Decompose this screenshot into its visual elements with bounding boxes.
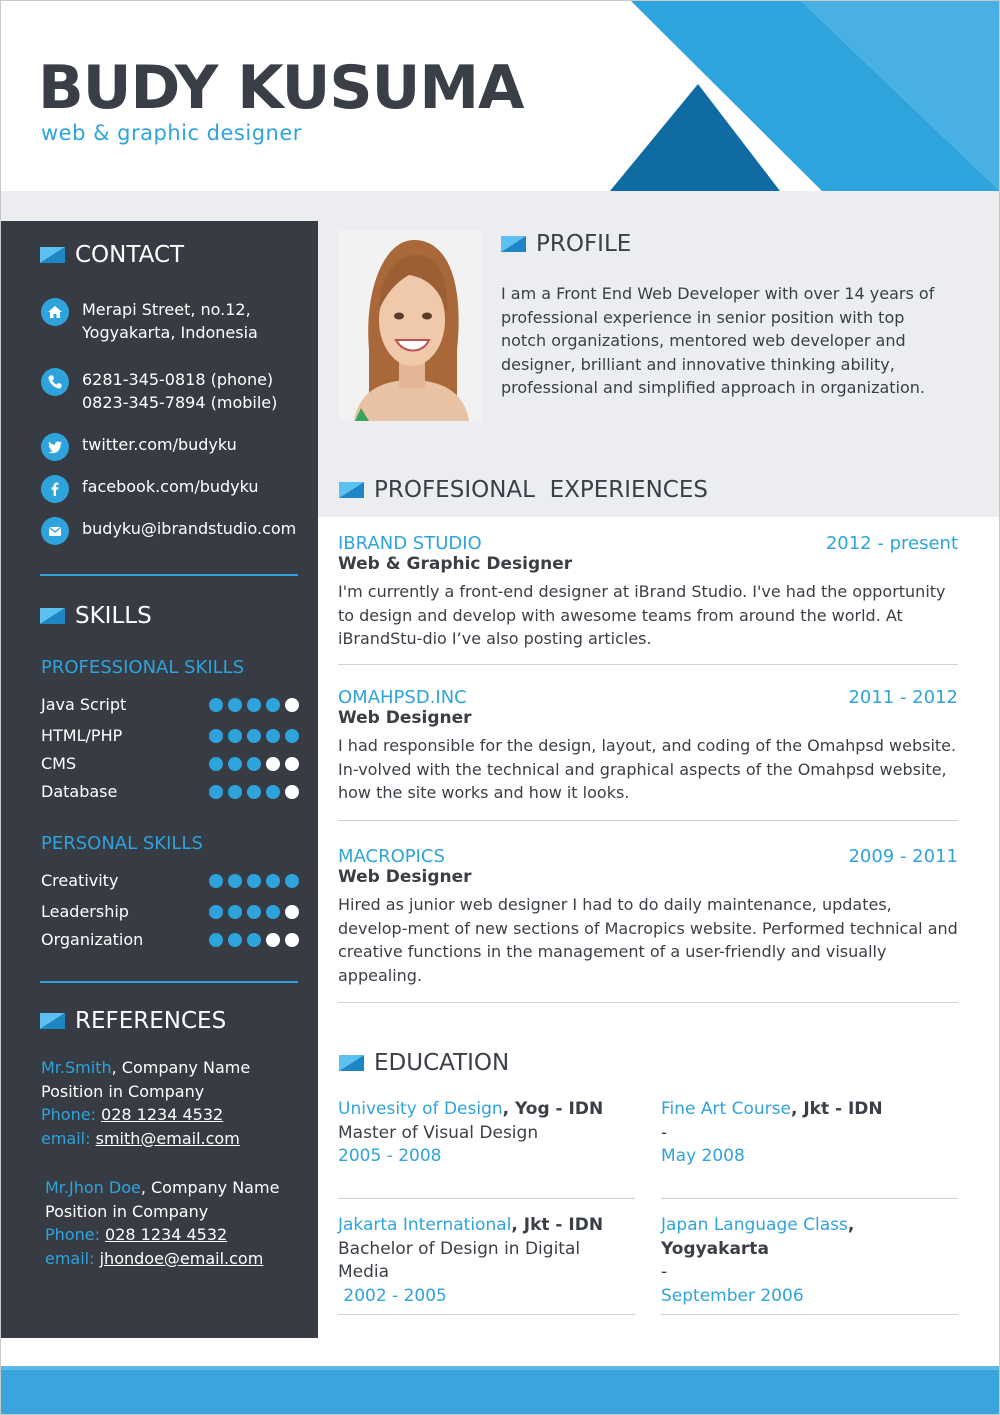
profile-heading	[501, 231, 631, 257]
experience-divider	[338, 664, 958, 665]
rating-dot-filled	[247, 933, 261, 947]
phone-label: Phone:	[45, 1225, 100, 1244]
rating-dot-filled	[266, 905, 280, 919]
footer-bar-highlight	[0, 1366, 1000, 1370]
education-school: Fine Art Course	[661, 1099, 791, 1119]
sidebar-divider	[40, 981, 298, 983]
person-name: BUDY KUSUMA	[38, 53, 524, 123]
skill-name: Java Script	[41, 695, 127, 714]
email-label: email:	[45, 1248, 95, 1268]
education-item	[338, 1214, 618, 1308]
sidebar	[0, 221, 318, 1338]
skill-row	[41, 782, 299, 801]
education-degree: -	[661, 1262, 668, 1282]
rating-dot-empty	[285, 785, 299, 799]
skill-name: HTML/PHP	[41, 726, 123, 745]
education-location: , Yog - IDN	[502, 1099, 604, 1119]
email-icon	[41, 517, 69, 545]
experience-item	[338, 687, 958, 805]
rating-dot-filled	[209, 785, 223, 799]
rating-dot-empty	[285, 905, 299, 919]
experience-role: Web Designer	[338, 867, 472, 887]
skill-rating	[209, 905, 299, 919]
rating-dot-filled	[209, 874, 223, 888]
rating-dot-filled	[285, 874, 299, 888]
skill-rating	[209, 933, 299, 947]
address-line-1: Merapi Street, no.12,	[82, 300, 251, 319]
skill-row	[41, 930, 299, 949]
skill-name: Creativity	[41, 871, 119, 890]
rating-dot-filled	[228, 933, 242, 947]
reference-company: , Company Name	[140, 1178, 280, 1197]
experience-heading	[339, 477, 708, 503]
rating-dot-filled	[247, 757, 261, 771]
education-divider	[338, 1314, 635, 1315]
email-label: email:	[41, 1128, 91, 1148]
skill-row	[41, 754, 299, 773]
rating-dot-filled	[209, 698, 223, 712]
education-divider	[661, 1198, 958, 1199]
education-years: September 2006	[661, 1285, 804, 1306]
education-title: EDUCATION	[374, 1050, 510, 1076]
contact-phone	[41, 368, 277, 414]
reference-name: Mr.Jhon Doe	[45, 1178, 141, 1197]
flag-icon	[40, 247, 65, 263]
rating-dot-filled	[209, 933, 223, 947]
experience-role: Web & Graphic Designer	[338, 554, 573, 574]
education-heading	[339, 1050, 509, 1076]
flag-icon	[501, 236, 526, 252]
experience-description: I'm currently a front-end designer at iBrand Studio. I've had the opportunity to design and develop with awesome teams from around the world. At iBrandStu-dio I’ve also posting articles.	[338, 582, 946, 648]
skill-rating	[209, 785, 299, 799]
rating-dot-filled	[228, 729, 242, 743]
skill-row	[41, 726, 299, 745]
skill-rating	[209, 874, 299, 888]
profile-summary: I am a Front End Web Developer with over 14 years of professional experience in senior position with top notch organizations, mentored web developer and designer, brilliant and innovative thinking ability, professional and simplified approach in organization.	[501, 284, 935, 397]
rating-dot-filled	[266, 729, 280, 743]
skill-name: Leadership	[41, 902, 129, 921]
experience-divider	[338, 820, 958, 821]
skills-heading	[40, 603, 152, 629]
mobile-number[interactable]: 0823-345-7894 (mobile)	[82, 393, 278, 412]
rating-dot-filled	[209, 905, 223, 919]
rating-dot-filled	[247, 874, 261, 888]
reference-phone[interactable]: 028 1234 4532	[105, 1225, 228, 1244]
reference-email[interactable]: jhondoe@email.com	[99, 1248, 264, 1268]
home-icon	[41, 298, 69, 326]
rating-dot-filled	[209, 729, 223, 743]
education-item	[661, 1214, 961, 1308]
education-school: Japan Language Class	[661, 1215, 848, 1235]
profile-title: PROFILE	[536, 231, 632, 257]
experience-period: 2012 - present	[825, 533, 958, 554]
rating-dot-filled	[228, 757, 242, 771]
flag-icon	[40, 1013, 65, 1029]
experience-role: Web Designer	[338, 708, 472, 728]
education-location: , Yogyakarta	[661, 1215, 855, 1259]
reference-phone[interactable]: 028 1234 4532	[101, 1105, 224, 1124]
rating-dot-filled	[228, 785, 242, 799]
rating-dot-empty	[285, 698, 299, 712]
phone-icon	[41, 368, 69, 396]
skill-row	[41, 695, 299, 714]
phone-label: Phone:	[41, 1105, 96, 1124]
reference-name: Mr.Smith	[41, 1058, 112, 1077]
experience-title: PROFESIONAL EXPERIENCES	[374, 477, 708, 503]
rating-dot-empty	[266, 933, 280, 947]
experience-item	[338, 846, 958, 987]
facebook-icon	[41, 475, 69, 503]
education-years: 2005 - 2008	[338, 1146, 442, 1166]
twitter-icon	[41, 433, 69, 461]
rating-dot-filled	[247, 698, 261, 712]
rating-dot-filled	[228, 874, 242, 888]
reference-2	[45, 1176, 279, 1270]
rating-dot-filled	[266, 785, 280, 799]
email-link[interactable]: budyku@ibrandstudio.com	[82, 519, 297, 538]
experience-description: Hired as junior web designer I had to do daily maintenance, updates, develop-ment of new sections of Macropics website. Performed technical and creative functions in the management of a user-friendly and visually appealing.	[338, 895, 958, 985]
rating-dot-filled	[228, 698, 242, 712]
education-location: , Jkt - IDN	[790, 1099, 883, 1119]
rating-dot-empty	[285, 933, 299, 947]
skill-row	[41, 902, 299, 921]
rating-dot-filled	[209, 757, 223, 771]
reference-position: Position in Company	[45, 1201, 209, 1221]
reference-1	[41, 1056, 250, 1150]
skill-rating	[209, 729, 299, 743]
education-item	[661, 1098, 961, 1169]
experience-company: IBRAND STUDIO	[338, 533, 482, 554]
education-years: 2002 - 2005	[338, 1285, 447, 1306]
rating-dot-filled	[228, 905, 242, 919]
experience-description: I had responsible for the design, layout, and coding of the Omahpsd website. In-volved with the technical and graphical aspects of the Omahpsd website, how the site works and how it looks.	[338, 736, 957, 802]
flag-icon	[339, 482, 364, 498]
reference-email[interactable]: smith@email.com	[95, 1128, 240, 1148]
flag-icon	[40, 608, 65, 624]
rating-dot-filled	[247, 729, 261, 743]
flag-icon	[339, 1055, 364, 1071]
contact-facebook	[41, 475, 259, 503]
rating-dot-empty	[266, 757, 280, 771]
experience-period: 2009 - 2011	[848, 846, 958, 867]
skills-title: SKILLS	[75, 603, 152, 629]
footer-bar	[0, 1366, 1000, 1415]
education-degree: Bachelor of Design in Digital Media	[338, 1238, 581, 1282]
education-degree: -	[661, 1122, 668, 1143]
experience-period: 2011 - 2012	[848, 687, 958, 708]
address-line-2: Yogyakarta, Indonesia	[82, 323, 258, 342]
experience-item	[338, 533, 958, 651]
profile-photo	[339, 230, 482, 421]
education-years: May 2008	[661, 1146, 745, 1166]
experience-company: OMAHPSD.INC	[338, 687, 467, 708]
education-location: , Jkt - IDN	[511, 1215, 604, 1235]
references-title: REFERENCES	[75, 1008, 227, 1034]
education-school: Jakarta International	[338, 1215, 512, 1235]
facebook-link[interactable]: facebook.com/budyku	[82, 477, 259, 496]
experience-divider	[338, 1002, 958, 1003]
skill-name: Database	[41, 782, 118, 801]
reference-company: , Company Name	[111, 1058, 251, 1077]
personal-skills-heading: PERSONAL SKILLS	[41, 833, 203, 854]
reference-position: Position in Company	[41, 1081, 205, 1101]
phone-number[interactable]: 6281-345-0818 (phone)	[82, 370, 274, 389]
contact-email	[41, 517, 296, 545]
rating-dot-filled	[266, 874, 280, 888]
education-school: Univesity of Design	[338, 1099, 503, 1119]
skill-rating	[209, 757, 299, 771]
twitter-link[interactable]: twitter.com/budyku	[82, 435, 237, 454]
header-geometric-shapes	[600, 0, 1000, 191]
education-divider	[661, 1314, 958, 1315]
education-item	[338, 1098, 638, 1169]
education-divider	[338, 1198, 635, 1199]
contact-twitter	[41, 433, 237, 461]
rating-dot-filled	[247, 905, 261, 919]
person-title: web & graphic designer	[41, 121, 302, 145]
professional-skills-heading: PROFESSIONAL SKILLS	[41, 657, 245, 678]
skill-name: Organization	[41, 930, 144, 949]
contact-heading	[40, 242, 184, 268]
education-degree: Master of Visual Design	[338, 1122, 539, 1143]
rating-dot-filled	[285, 729, 299, 743]
skill-rating	[209, 698, 299, 712]
sidebar-divider	[40, 574, 298, 576]
skill-name: CMS	[41, 754, 77, 773]
contact-title: CONTACT	[75, 242, 185, 268]
skill-row	[41, 871, 299, 890]
contact-address	[41, 298, 258, 344]
rating-dot-empty	[285, 757, 299, 771]
rating-dot-filled	[266, 698, 280, 712]
experience-company: MACROPICS	[338, 846, 445, 867]
references-heading	[40, 1008, 226, 1034]
rating-dot-filled	[247, 785, 261, 799]
